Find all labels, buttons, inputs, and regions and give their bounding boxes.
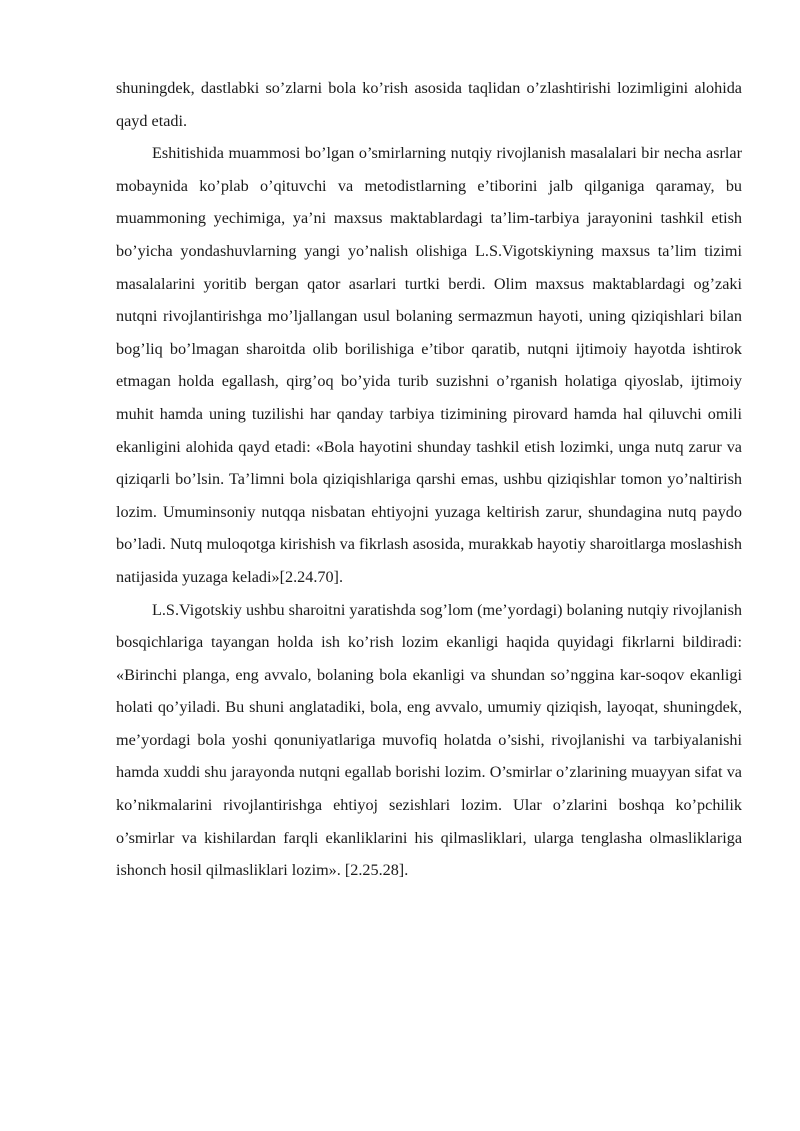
paragraph-vigotskiy-quote: L.S.Vigotskiy ushbu sharoitni yaratishda sog’lom (me’yordagi) bolaning nutqiy rivojlanish bosqichlariga tayangan holda ish ko’rish lozim ekanligi haqida quyidagi fikrlarni bildiradi: «Birinchi planga, eng avvalo, bolaning bola ekanligi va shundan so’nggina kar-soqov ekanligi holati qo’yiladi. Bu shuni anglatadiki, bola, eng avvalo, umumiy qiziqish, layoqat, shuningdek, me’yordagi bola yoshi qonuniyatlariga muvofiq holatda o’sishi, rivojlanishi va tarbiyalanishi hamda xuddi shu jarayonda nutqni egallab borishi lozim. O’smirlar o’zlarining muayyan sifat va ko’nikmalarini rivojlantirishga ehtiyoj sezishlari lozim. Ular o’zlarini boshqa ko’pchilik o’smirlar va kishilardan farqli ekanliklarini his qilmasliklari, ularga tenglasha olmasliklariga ishonch hosil qilmasliklari lozim». [2.25.28]. <box>116 600 742 880</box>
paragraph-vigotskiy-intro: Eshitishida muammosi bo’lgan o’smirlarning nutqiy rivojlanish masalalari bir necha asrlar mobaynida ko’plab o’qituvchi va metodistlarning e’tiborini jalb qilganiga qaramay, bu muammoning yechimiga, ya’ni maxsus maktablardagi ta’lim-tarbiya jarayonini tashkil etish bo’yicha yondashuvlarning yangi yo’nalish olishiga L.S.Vigotskiyning maxsus ta’lim tizimi masalalarini yoritib bergan qator asarlari turtki berdi. Olim maxsus maktablardagi og’zaki nutqni rivojlantirishga mo’ljallangan usul bolaning sermazmun hayoti, uning qiziqishlari bilan bog’liq bo’lmagan sharoitda olib borilishiga e’tibor qaratib, nutqni ijtimoiy hayotda ishtirok etmagan holda egallash, qirg’oq bo’yida turib suzishni o’rganish holatiga qiyoslab, ijtimoiy muhit hamda uning tuzilishi har qanday tarbiya tizimining pirovard hamda hal qiluvchi omili ekanligini alohida qayd etadi: «Bola hayotini shunday tashkil etish lozimki, unga nutq zarur va qiziqarli bo’lsin. Ta’limni bola qiziqishlariga qarshi emas, ushbu qiziqishlar tomon yo’naltirish lozim. Umuminsoniy nutqqa nisbatan ehtiyojni yuzaga keltirish zarur, shundagina nutq paydo bo’ladi. Nutq muloqotga kirishish va fikrlash asosida, murakkab hayotiy sharoitlarga moslashish natijasida yuzaga keladi»[2.24.70]. <box>116 144 742 586</box>
paragraph-continuation: shuningdek, dastlabki so’zlarni bola ko’rish asosida taqlidan o’zlashtirishi lozimligini alohida qayd etadi. <box>116 79 742 130</box>
document-page <box>116 72 742 887</box>
